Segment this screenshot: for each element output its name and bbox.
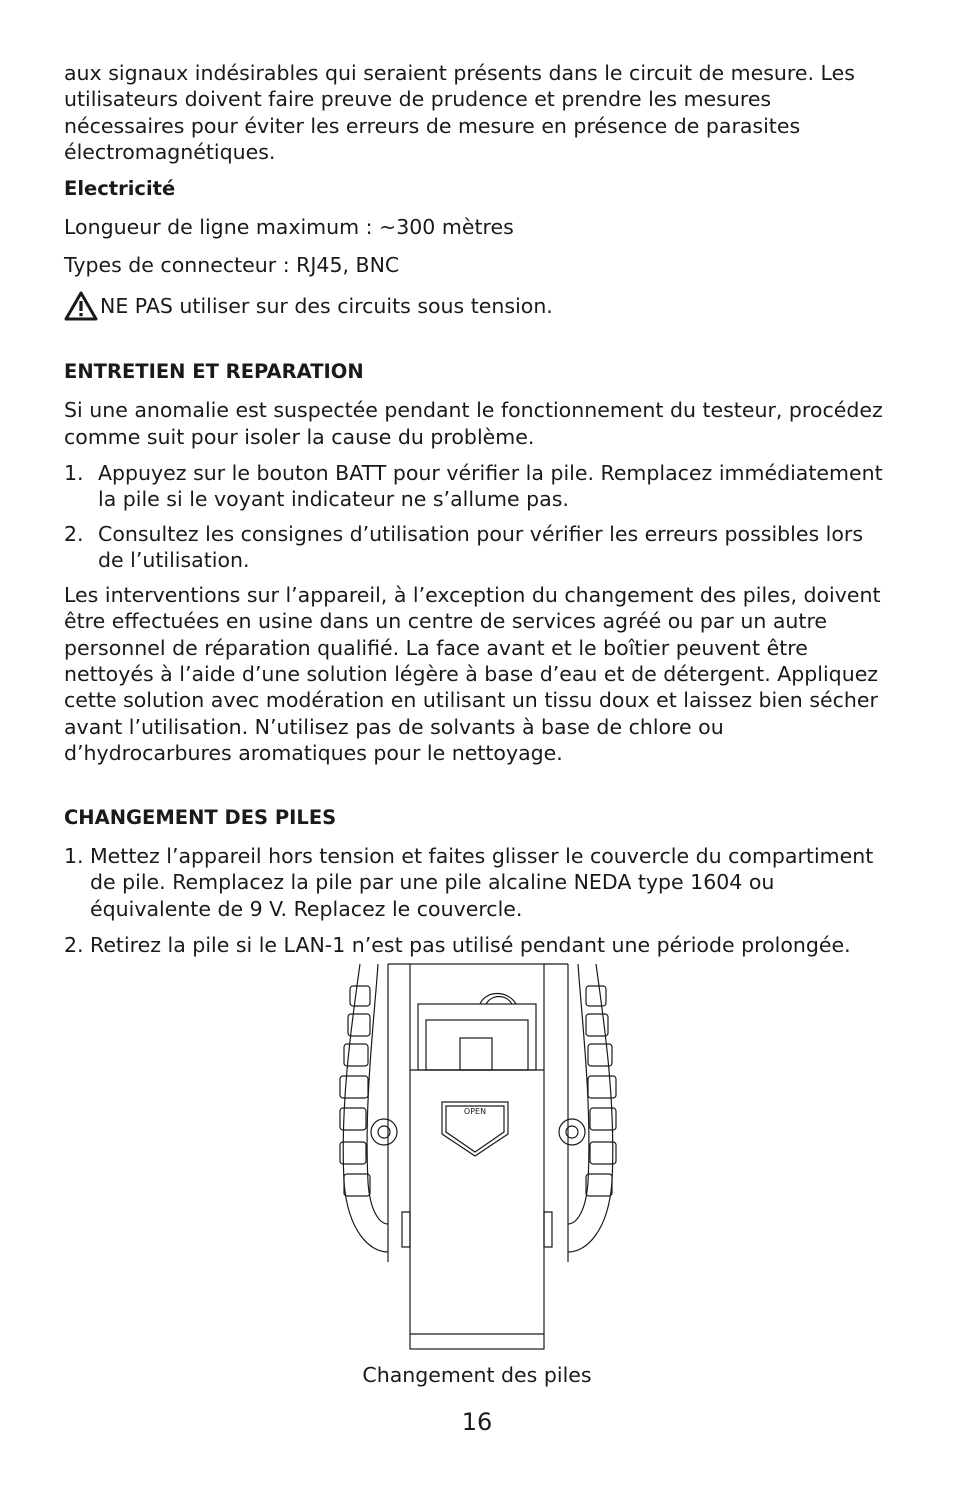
electricite-heading: Electricité xyxy=(64,176,176,200)
list-item-text: Appuyez sur le bouton BATT pour vérifier la pile. Remplacez immédiatement la pile si le voyant indicateur ne s’allume pas. xyxy=(98,461,883,512)
entretien-intro: Si une anomalie est suspectée pendant le fonctionnement du testeur, procédez comme suit pour isoler la cause du problème. xyxy=(64,398,883,449)
list-item-number: 1. xyxy=(64,461,84,486)
battery-replacement-figure xyxy=(330,962,630,1354)
list-item xyxy=(64,932,890,958)
entretien-heading: ENTRETIEN ET REPARATION xyxy=(64,359,364,383)
list-item-number: 2. xyxy=(64,933,84,958)
list-item xyxy=(64,460,890,513)
list-item-text: Consultez les consignes d’utilisation pour vérifier les erreurs possibles lors de l’utilisation. xyxy=(98,521,864,573)
page-number: 16 xyxy=(461,1408,493,1436)
intro-paragraph: aux signaux indésirables qui seraient présents dans le circuit de mesure. Les utilisateurs doivent faire preuve de prudence et prendre les mesures nécessaires pour éviter les erreurs de mesure en présence de parasites électromagnétiques. xyxy=(64,61,855,165)
entretien-body: Les interventions sur l’appareil, à l’exception du changement des piles, doivent être effectuées en usine dans un centre de services agréé ou par un autre personnel de réparation qualifié. La face avant et le boîtier peuvent être nettoyés à l’aide d’une solution légère à base d’eau et de détergent. Appliquez cette solution avec modération en utilisant un tissu doux et laissez bien sécher avant l’utilisation. N’utilisez pas de solvants à base de chlore ou d’hydrocarbures aromatiques pour le nettoyage. xyxy=(64,582,881,766)
list-item xyxy=(64,521,890,574)
list-item-number: 2. xyxy=(64,521,84,546)
list-item xyxy=(64,843,890,922)
connector-types-spec: Types de connecteur : RJ45, BNC xyxy=(64,253,400,278)
line-length-spec: Longueur de ligne maximum : ~300 mètres xyxy=(64,215,514,240)
list-item-number: 1. xyxy=(64,843,84,868)
piles-heading: CHANGEMENT DES PILES xyxy=(64,805,337,829)
list-item-text: Retirez la pile si le LAN-1 n’est pas utilisé pendant une période prolongée. xyxy=(90,933,851,958)
warning-line xyxy=(64,291,890,321)
warning-text: NE PAS utiliser sur des circuits sous tension. xyxy=(100,293,553,318)
figure-caption: Changement des piles xyxy=(362,1363,592,1387)
list-item-text: Mettez l’appareil hors tension et faites glisser le couvercle du compartiment de pile. Remplacez la pile par une pile alcaline NEDA type 1604 ou équivalente de 9 V. Replacez le couvercle. xyxy=(90,843,874,921)
warning-triangle-icon xyxy=(64,291,98,321)
open-label: OPEN xyxy=(463,1107,487,1116)
entretien-steps xyxy=(64,460,890,574)
page-body xyxy=(64,60,890,969)
